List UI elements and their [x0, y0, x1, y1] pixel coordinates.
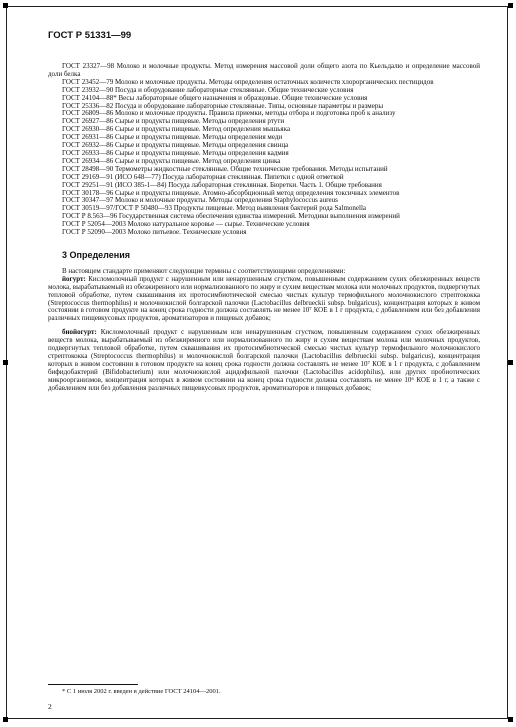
definition-text: Кисломолочный продукт с нарушенным или ненарушенным сгустком, повышенным содержанием сухих обезжиренных веществ молока, вырабатываемый из обезжиренного или нормализованного по жиру и сухим веществам молока или молочных продуктов, подвергнутых тепловой обработке, путем сквашивания их протосимбиотической смесью чистых культур термофильного молочнокислого стрептококка (Streptococcus thermophilus) и молочнокислой болгарской палочки (Lactobacillus delbrueckii subsp. bulgaricus), концентрация которых в живом состоянии в готовом продукте на конец срока годности должна составлять не менее 10⁷ КОЕ в 1 г продукта, с добавлением или без добавления различных пищевкусовых продуктов, ароматизаторов и пищевых добавок;	[48, 274, 480, 323]
definition-yogurt	[48, 276, 480, 323]
reference-item: ГОСТ 26933—86 Сырье и продукты пищевые. Методы определения кадмия	[62, 148, 289, 157]
section-intro: В настоящем стандарте применяют следующие термины с соответствующими определениями:	[62, 266, 346, 275]
reference-item: ГОСТ Р 8.563—96 Государственная система обеспечения единства измерений. Методики выполнения измерений	[62, 212, 400, 221]
definition-term: йогурт:	[62, 274, 86, 283]
reference-item: ГОСТ 26932—86 Сырье и продукты пищевые. Методы определения свинца	[62, 141, 289, 150]
reference-item: ГОСТ 26809—86 Молоко и молочные продукты. Правила приемки, методы отбора и подготовка проб к анализу	[62, 109, 396, 118]
document-page	[48, 30, 480, 393]
reference-item: ГОСТ 26930—86 Сырье и продукты пищевые. Метод определения мышьяка	[62, 125, 291, 134]
references-list	[48, 63, 480, 237]
reference-item: ГОСТ Р 52054—2003 Молоко натуральное коровье — сырье. Технические условия	[62, 220, 310, 229]
reference-item: ГОСТ 23932—90 Посуда и оборудование лабораторные стеклянные. Общие технические условия	[62, 85, 354, 94]
reference-item: ГОСТ 26931—86 Сырье и продукты пищевые. Методы определения меди	[62, 133, 283, 142]
section-title: 3 Определения	[62, 249, 130, 260]
definition-text: Кисломолочный продукт с нарушенным или ненарушенным сгустком, повышенным содержанием сухих обезжиренных веществ молока, вырабатываемый из обезжиренного или нормализованного по жиру и сухим веществам молока или молочных продуктов, подвергнутых тепловой обработке, путем сквашивания их протосимбиотической смесью чистых культур термофильного молочнокислого стрептококка (Streptococcus thermophilus) и молочнокислой болгарской палочки (Lactobacillus delbrueckii subsp. bulgaricus), концентрация которых в живом состоянии в готовом продукте на конец срока годности должна составлять не менее 10⁷ КОЕ в 1 г продукта, с добавлением бифидобактерий (Bifidobacterium) или молочнокислой ацидофильной палочки (Lactobacillus acidophilus), или других пробиотических микроорганизмов, концентрация которых в живом состоянии на конец срока годности должна составлять не менее 10⁶ КОЕ в 1 г, а также с добавлением или без добавления различных пищевкусовых продуктов, ароматизаторов и пищевых добавок;	[48, 328, 480, 392]
reference-item: ГОСТ 25336—82 Посуда и оборудование лабораторные стеклянные. Типы, основные параметры и размеры	[62, 101, 384, 110]
reference-item: ГОСТ 26934—86 Сырье и продукты пищевые. Метод определения цинка	[62, 156, 281, 165]
reference-item: ГОСТ 30178—96 Сырье и продукты пищевые. Атомно-абсорбционный метод определения токсичных элементов	[62, 188, 400, 197]
crop-mark-bottom-left	[3, 717, 8, 722]
reference-item: ГОСТ 23327—98 Молоко и молочные продукты. Метод измерения массовой доли общего азота по Кьельдалю и определение массовой доли белка	[48, 62, 480, 78]
reference-item: ГОСТ 26927—86 Сырье и продукты пищевые. Методы определения ртути	[62, 117, 285, 126]
reference-item: ГОСТ 29251—91 (ИСО 385-1—84) Посуда лабораторная стеклянная. Бюретки. Часть 1. Общие требования	[62, 180, 382, 189]
reference-item: ГОСТ 30347—97 Молоко и молочные продукты. Методы определения Staphylococcus aureus	[62, 196, 338, 205]
reference-item: ГОСТ 30519—97/ГОСТ Р 50480—93 Продукты пищевые. Метод выявления бактерий рода Salmonella	[62, 204, 367, 213]
definition-term: биойогурт:	[62, 328, 97, 337]
reference-item: ГОСТ Р 52090—2003 Молоко питьевое. Технические условия	[62, 228, 247, 237]
crop-mark-top-left	[3, 3, 8, 8]
definition-bioyogurt	[48, 329, 480, 392]
reference-item: ГОСТ 23452—79 Молоко и молочные продукты. Методы определения остаточных количеств хлорорганических пестицидов	[62, 77, 434, 86]
page-number: 2	[48, 702, 52, 711]
document-header: ГОСТ Р 51331—99	[48, 30, 132, 41]
reference-item: ГОСТ 24104—88* Весы лабораторные общего назначения и образцовые. Общие технические условия	[62, 93, 368, 102]
reference-item: ГОСТ 28498—90 Термометры жидкостные стеклянные. Общие технические требования. Методы испытаний	[62, 164, 388, 173]
crop-mark-bottom-right	[508, 717, 513, 722]
crop-mark-mid-left	[3, 360, 8, 365]
crop-mark-top-right	[508, 3, 513, 8]
footnote-separator	[48, 684, 138, 685]
crop-mark-mid-right	[508, 360, 513, 365]
footnote: * С 1 июля 2002 г. введен в действие ГОСТ 24104—2001.	[62, 688, 221, 695]
reference-item: ГОСТ 29169—91 (ИСО 648—77) Посуда лабораторная стеклянная. Пипетки с одной отметкой	[62, 172, 344, 181]
